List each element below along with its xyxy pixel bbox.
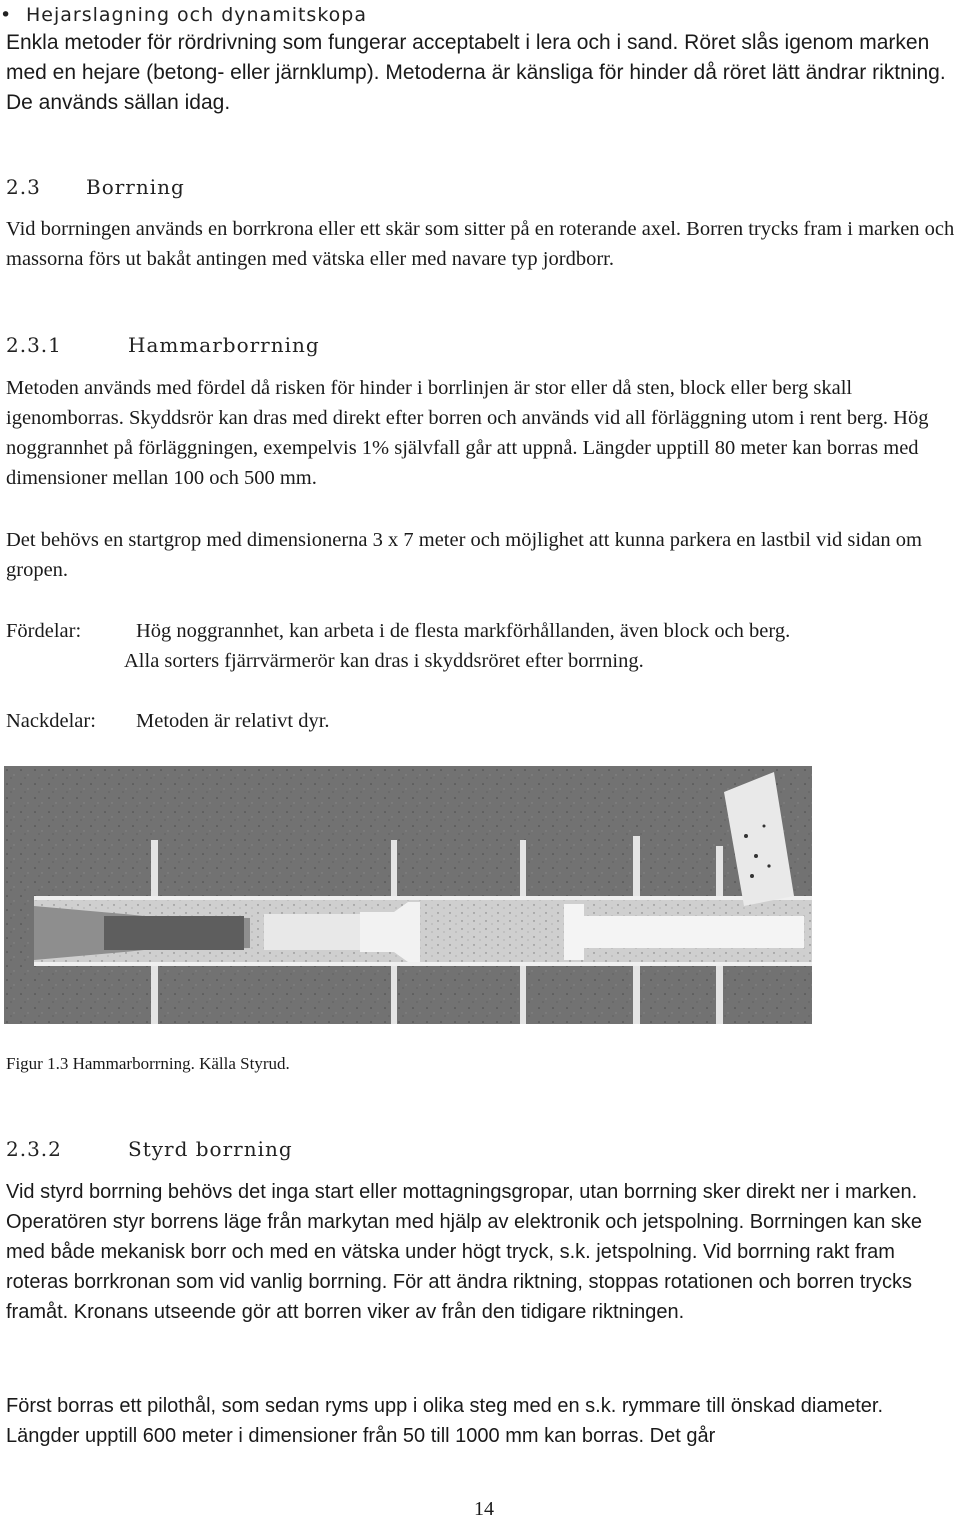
section-title: Styrd borrning xyxy=(128,1137,293,1161)
pros-text-line2: Alla sorters fjärrvärmerör kan dras i skyddsröret efter borrning. xyxy=(124,650,644,672)
drill-bore xyxy=(104,916,244,950)
cons-row xyxy=(6,706,330,736)
hammarborrning-figure xyxy=(4,766,812,1024)
heading-text: Hejarslagning och dynamitskopa xyxy=(26,4,367,26)
section-heading-2-3-1 xyxy=(6,330,320,360)
section-number: 2.3.2 xyxy=(6,1137,62,1161)
cons-label: Nackdelar: xyxy=(6,710,96,732)
paragraph-hejarslagning: Enkla metoder för rördrivning som fungerar acceptabelt i lera och i sand. Röret slås igenom marken med en hejare (betong- eller järnklump). Metoderna är känsliga för hinder då röret lätt ändrar riktning. De används sällan idag. xyxy=(6,31,946,114)
cons-text: Metoden är relativt dyr. xyxy=(136,710,330,732)
pipe-edge xyxy=(34,962,812,966)
paragraph-borrning: Vid borrningen används en borrkrona eller ett skär som sitter på en roterande axel. Borren trycks fram i marken och massorna förs ut bakåt antingen med vätska eller med navare typ jordborr. xyxy=(6,218,955,270)
section-number: 2.3 xyxy=(6,175,41,199)
pros-row-2 xyxy=(124,646,644,676)
paragraph-styrd-borrning: Vid styrd borrning behövs det inga start eller mottagningsgropar, utan borrning sker direkt ner i marken. Operatören styr borrens läge från markytan med hjälp av elektronik och jetspolning. Borrningen kan ske med både mekanisk borr och med en vätska under högt tryck, s.k. jetspolning. Vid borrning rakt fram roteras borrkronan som vid vanlig borrning. För att ändra riktning, stoppas rotationen och borren trycks framåt. Kronans utseende gör att borren viker av från den tidigare riktningen. xyxy=(6,1181,923,1323)
section-title: Hammarborrning xyxy=(128,333,320,357)
section-number: 2.3.1 xyxy=(6,333,62,357)
section-title: Borrning xyxy=(86,175,185,199)
pros-label: Fördelar: xyxy=(6,620,82,642)
pros-text-line1: Hög noggrannhet, kan arbeta i de flesta markförhållanden, även block och berg. xyxy=(136,620,791,642)
pipe-edge xyxy=(34,896,812,900)
section-heading-hejarslagning xyxy=(0,0,367,30)
paragraph-hammarborrning: Metoden används med fördel då risken för hinder i borrlinjen är stor eller då sten, block eller berg skall igenomborras. Skyddsrör kan dras med direkt efter borren och används vid all förläggning utom i rent berg. Hög noggrannhet på förläggningen, exempelvis 1% självfall går att uppnå. Längder upptill 80 meter kan borras med dimensioner mellan 100 och 500 mm. xyxy=(6,377,929,489)
paragraph-pilothal: Först borras ett pilothål, som sedan ryms upp i olika steg med en s.k. rymmare till önskad diameter. Längder upptill 600 meter i dimensioner från 50 till 1000 mm kan borras. Det går xyxy=(6,1395,884,1447)
soil-background xyxy=(4,766,812,1024)
pros-row xyxy=(6,616,790,646)
hammer-shaft xyxy=(264,914,360,950)
paragraph-startgrop: Det behövs en startgrop med dimensionerna 3 x 7 meter och möjlighet att kunna parkera en lastbil vid sidan om gropen. xyxy=(6,529,923,581)
figure-caption: Figur 1.3 Hammarborrning. Källa Styrud. xyxy=(6,1054,290,1073)
bullet-icon: • xyxy=(0,4,13,26)
page-number: 14 xyxy=(474,1498,494,1520)
section-heading-2-3-2 xyxy=(6,1134,293,1164)
section-heading-2-3 xyxy=(6,172,185,202)
hammarborrning-illustration xyxy=(4,766,812,1024)
